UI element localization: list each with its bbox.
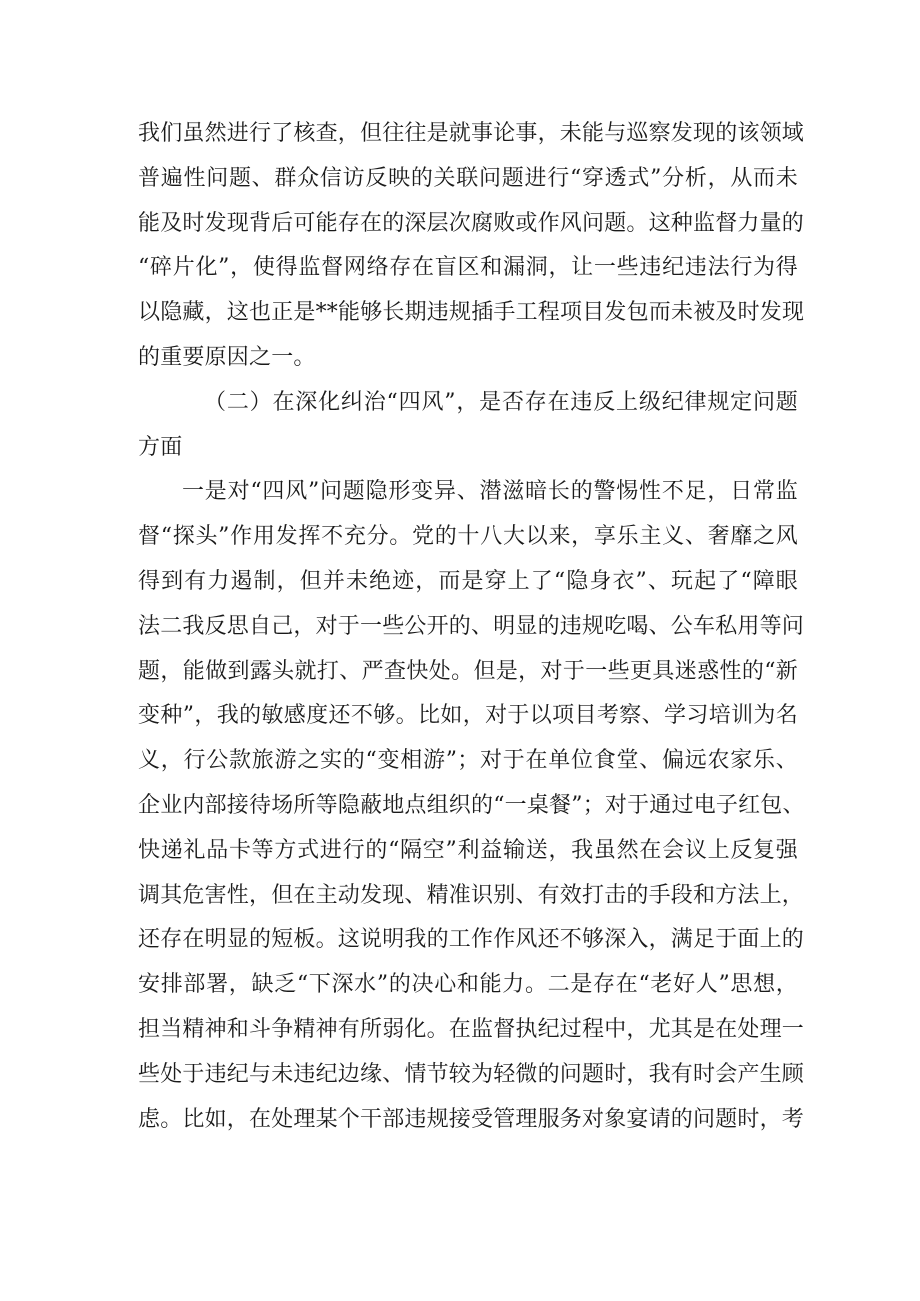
paragraph-line: 得到有力遏制，但并未绝迹，而是穿上了“隐身衣”、玩起了“障眼 [138, 568, 798, 594]
section-heading-line: （二）在深化纠治“四风”，是否存在违反上级纪律规定问题 [204, 389, 798, 415]
paragraph-line: 企业内部接待场所等隐蔽地点组织的“一桌餐”；对于通过电子红包、 [138, 792, 805, 818]
paragraph-line: 一是对“四风”问题隐形变异、潜滋暗长的警惕性不足，日常监 [182, 479, 798, 505]
paragraph-line: 题，能做到露头就打、严查快处。但是，对于一些更具迷惑性的“新 [138, 658, 798, 684]
paragraph-line: 我们虽然进行了核查，但往往是就事论事，未能与巡察发现的该领域 [138, 121, 805, 146]
paragraph-line: 能及时发现背后可能存在的深层次腐败或作风问题。这种监督力量的 [138, 210, 805, 236]
body-text [138, 112, 805, 1142]
paragraph-line: 义，行公款旅游之实的“变相游”；对于在单位食堂、偏远农家乐、 [138, 748, 798, 774]
paragraph-line: 法二我反思自己，对于一些公开的、明显的违规吃喝、公车私用等问 [138, 613, 805, 639]
paragraph-line: 虑。比如，在处理某个干部违规接受管理服务对象宴请的问题时，考 [138, 1106, 805, 1132]
paragraph-line: 调其危害性，但在主动发现、精准识别、有效打击的手段和方法上， [138, 882, 805, 908]
paragraph-line: 普遍性问题、群众信访反映的关联问题进行“穿透式”分析，从而未 [138, 165, 798, 191]
paragraph-line: 安排部署，缺乏“下深水”的决心和能力。二是存在“老好人”思想， [138, 972, 798, 998]
paragraph-line: 督“探头”作用发挥不充分。党的十八大以来，享乐主义、奢靡之风 [138, 524, 798, 550]
paragraph-line: “碎片化”，使得监督网络存在盲区和漏洞，让一些违纪违法行为得 [138, 255, 798, 281]
paragraph-line: 担当精神和斗争精神有所弱化。在监督执纪过程中，尤其是在处理一 [138, 1016, 805, 1042]
paragraph-line: 以隐藏，这也正是**能够长期违规插手工程项目发包而未被及时发现 [138, 300, 805, 326]
paragraph-line: 变种”，我的敏感度还不够。比如，对于以项目考察、学习培训为名 [138, 703, 798, 729]
section-heading-line: 方面 [138, 434, 183, 460]
paragraph-line: 还存在明显的短板。这说明我的工作作风还不够深入，满足于面上的 [138, 927, 805, 953]
paragraph-line: 些处于违纪与未违纪边缘、情节较为轻微的问题时，我有时会产生顾 [138, 1061, 805, 1087]
paragraph-line: 快递礼品卡等方式进行的“隔空”利益输送，我虽然在会议上反复强 [138, 837, 798, 863]
paragraph-line: 的重要原因之一。 [138, 344, 316, 370]
